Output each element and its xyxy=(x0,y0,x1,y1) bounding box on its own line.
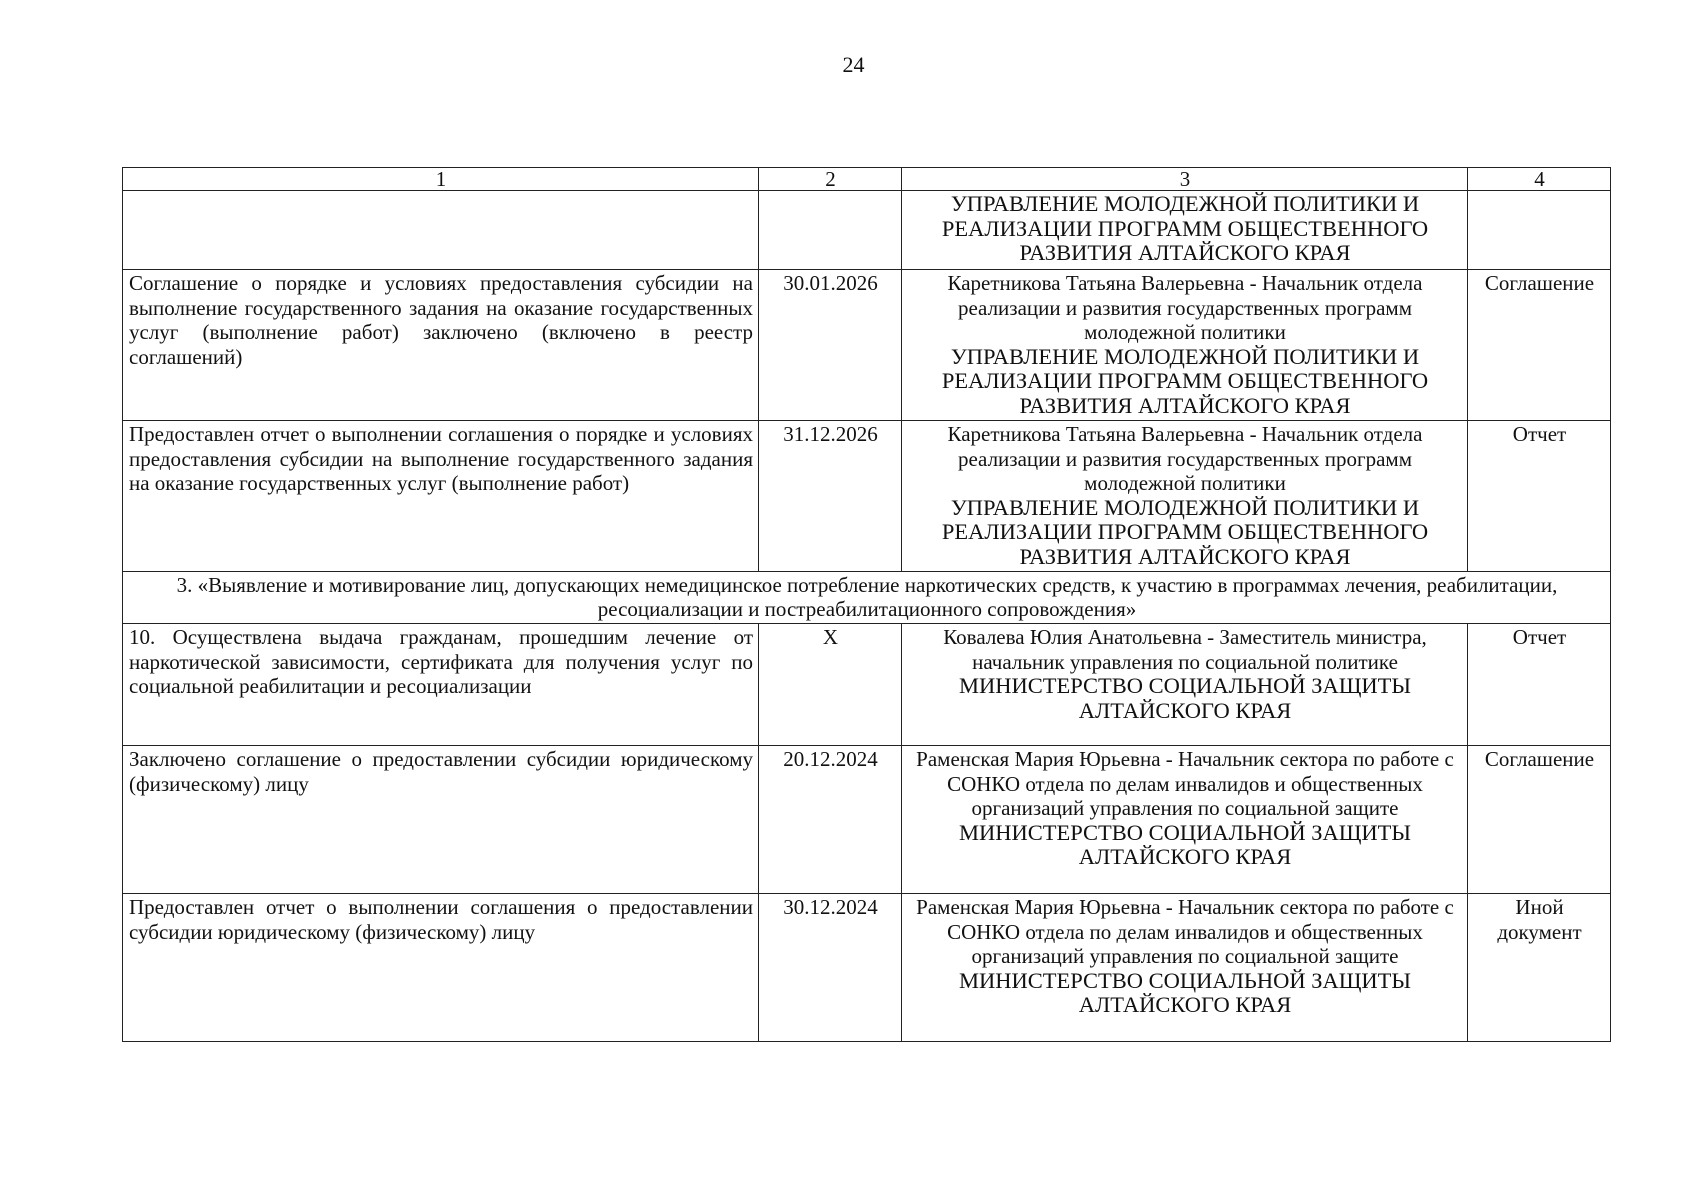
row-date: 30.01.2026 xyxy=(759,270,902,421)
row-document-type: Иной документ xyxy=(1468,894,1611,1042)
row-responsible xyxy=(902,746,1468,894)
row-responsible xyxy=(902,421,1468,572)
plan-table xyxy=(122,167,1611,1042)
responsible-person: Раменская Мария Юрьевна - Начальник сектора по работе с СОНКО отдела по делам инвалидов и общественных организаций управления по социальной защите xyxy=(916,895,1454,968)
table-row xyxy=(123,421,1611,572)
column-header: 4 xyxy=(1468,168,1611,191)
table-row xyxy=(123,624,1611,746)
row-responsible xyxy=(902,270,1468,421)
column-header: 2 xyxy=(759,168,902,191)
table-row xyxy=(123,191,1611,270)
row-responsible xyxy=(902,624,1468,746)
row-responsible xyxy=(902,894,1468,1042)
row-date xyxy=(759,191,902,270)
responsible-organization: УПРАВЛЕНИЕ МОЛОДЕЖНОЙ ПОЛИТИКИ И РЕАЛИЗАЦИИ ПРОГРАММ ОБЩЕСТВЕННОГО РАЗВИТИЯ АЛТАЙСКОГО КРАЯ xyxy=(941,343,1429,418)
row-description: Предоставлен отчет о выполнении соглашения о порядке и условиях предоставления субсидии на выполнение государственного задания на оказание государственных услуг (выполнение работ) xyxy=(123,421,759,572)
row-document-type: Отчет xyxy=(1468,421,1611,572)
responsible-person: Каретникова Татьяна Валерьевна - Начальник отдела реализации и развития государственных программ молодежной политики xyxy=(947,422,1423,495)
responsible-person: Каретникова Татьяна Валерьевна - Начальник отдела реализации и развития государственных программ молодежной политики xyxy=(947,271,1423,344)
row-document-type: Соглашение xyxy=(1468,270,1611,421)
row-date: 20.12.2024 xyxy=(759,746,902,894)
row-responsible xyxy=(902,191,1468,270)
row-description: Заключено соглашение о предоставлении субсидии юридическому (физическому) лицу xyxy=(123,746,759,894)
responsible-organization: МИНИСТЕРСТВО СОЦИАЛЬНОЙ ЗАЩИТЫ АЛТАЙСКОГО КРАЯ xyxy=(958,673,1412,723)
table-row xyxy=(123,894,1611,1042)
row-description: 10. Осуществлена выдача гражданам, прошедшим лечение от наркотической зависимости, сертификата для получения услуг по социальной реабилитации и ресоциализации xyxy=(123,624,759,746)
table-row xyxy=(123,746,1611,894)
row-description: Соглашение о порядке и условиях предоставления субсидии на выполнение государственного задания на оказание государственных услуг (выполнение работ) заключено (включено в реестр соглашений) xyxy=(123,270,759,421)
row-description xyxy=(123,191,759,270)
section-row xyxy=(123,572,1611,624)
table-row xyxy=(123,270,1611,421)
responsible-person: Ковалева Юлия Анатольевна - Заместитель министра, начальник управления по социальной политике xyxy=(943,625,1427,674)
column-header: 3 xyxy=(902,168,1468,191)
responsible-organization: МИНИСТЕРСТВО СОЦИАЛЬНОЙ ЗАЩИТЫ АЛТАЙСКОГО КРАЯ xyxy=(958,967,1412,1017)
responsible-organization: УПРАВЛЕНИЕ МОЛОДЕЖНОЙ ПОЛИТИКИ И РЕАЛИЗАЦИИ ПРОГРАММ ОБЩЕСТВЕННОГО РАЗВИТИЯ АЛТАЙСКОГО КРАЯ xyxy=(941,494,1429,569)
row-date: 31.12.2026 xyxy=(759,421,902,572)
responsible-organization: МИНИСТЕРСТВО СОЦИАЛЬНОЙ ЗАЩИТЫ АЛТАЙСКОГО КРАЯ xyxy=(958,819,1412,869)
row-document-type xyxy=(1468,191,1611,270)
column-header: 1 xyxy=(123,168,759,191)
row-document-type: Соглашение xyxy=(1468,746,1611,894)
table-header-row xyxy=(123,168,1611,191)
row-description: Предоставлен отчет о выполнении соглашения о предоставлении субсидии юридическому (физическому) лицу xyxy=(123,894,759,1042)
row-date: X xyxy=(759,624,902,746)
responsible-organization: УПРАВЛЕНИЕ МОЛОДЕЖНОЙ ПОЛИТИКИ И РЕАЛИЗАЦИИ ПРОГРАММ ОБЩЕСТВЕННОГО РАЗВИТИЯ АЛТАЙСКОГО КРАЯ xyxy=(941,191,1429,265)
responsible-person: Раменская Мария Юрьевна - Начальник сектора по работе с СОНКО отдела по делам инвалидов и общественных организаций управления по социальной защите xyxy=(916,747,1454,820)
section-title: 3. «Выявление и мотивирование лиц, допускающих немедицинское потребление наркотических средств, к участию в программах лечения, реабилитации, ресоциализации и постреабилитационного сопровождения» xyxy=(123,572,1611,624)
row-date: 30.12.2024 xyxy=(759,894,902,1042)
page-number: 24 xyxy=(842,52,865,77)
row-document-type: Отчет xyxy=(1468,624,1611,746)
